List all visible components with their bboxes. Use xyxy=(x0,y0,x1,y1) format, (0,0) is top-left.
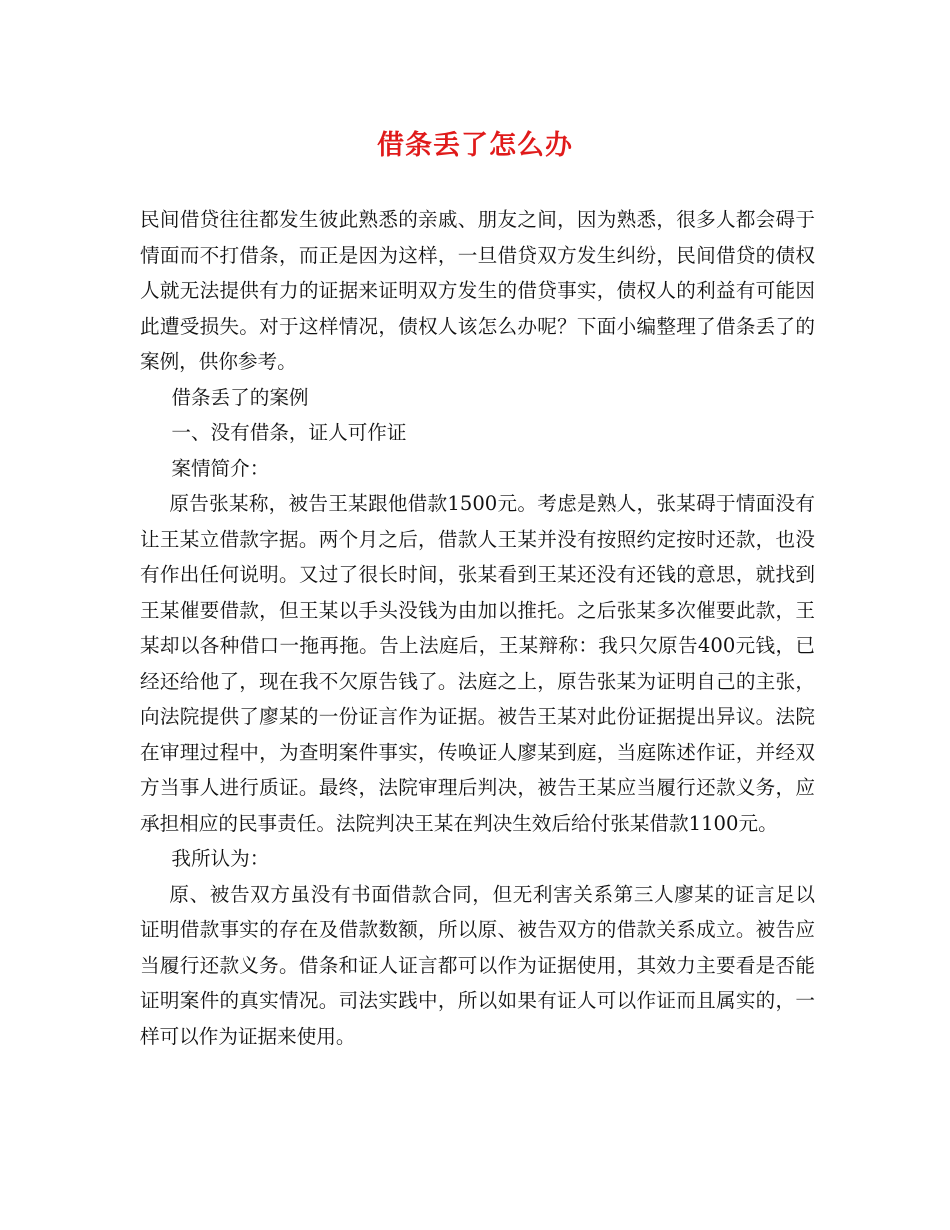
document-body xyxy=(140,202,815,1054)
opinion-paragraph: 原、被告双方虽没有书面借款合同，但无利害关系第三人廖某的证言足以证明借款事实的存在及借款数额，所以原、被告双方的借款关系成立。被告应当履行还款义务。借条和证人证言都可以作为证据使用，其效力主要看是否能证明案件的真实情况。司法实践中，所以如果有证人可以作证而且属实的，一样可以作为证据来使用。 xyxy=(140,882,815,1048)
document-title: 借条丢了怎么办 xyxy=(377,130,573,161)
case-summary-paragraph: 原告张某称，被告王某跟他借款1500元。考虑是熟人，张某碍于情面没有让王某立借款字据。两个月之后，借款人王某并没有按照约定按时还款，也没有作出任何说明。又过了很长时间，张某看到王某还没有还钱的意思，就找到王某催要借款，但王某以手头没钱为由加以推托。之后张某多次催要此款，王某却以各种借口一拖再拖。告上法庭后，王某辩称：我只欠原告400元钱，已经还给他了，现在我不欠原告钱了。法庭之上，原告张某为证明自己的主张，向法院提供了廖某的一份证言作为证据。被告王某对此份证据提出异议。法院在审理过程中，为查明案件事实，传唤证人廖某到庭，当庭陈述作证，并经双方当事人进行质证。最终，法院审理后判决，被告王某应当履行还款义务，应承担相应的民事责任。法院判决王某在判决生效后给付张某借款1100元。 xyxy=(140,492,815,835)
subsection-heading-witness: 一、没有借条，证人可作证 xyxy=(171,421,407,444)
section-heading-cases: 借条丢了的案例 xyxy=(171,385,309,409)
opinion-label: 我所认为： xyxy=(171,847,270,870)
case-summary-label: 案情简介： xyxy=(171,456,270,480)
intro-paragraph: 民间借贷往往都发生彼此熟悉的亲戚、朋友之间，因为熟悉，很多人都会碍于情面而不打借条，而正是因为这样，一旦借贷双方发生纠纷，民间借贷的债权人就无法提供有力的证据来证明双方发生的借贷事实，债权人的利益有可能因此遭受损失。对于这样情况，债权人该怎么办呢？下面小编整理了借条丢了的案例，供你参考。 xyxy=(140,208,815,373)
